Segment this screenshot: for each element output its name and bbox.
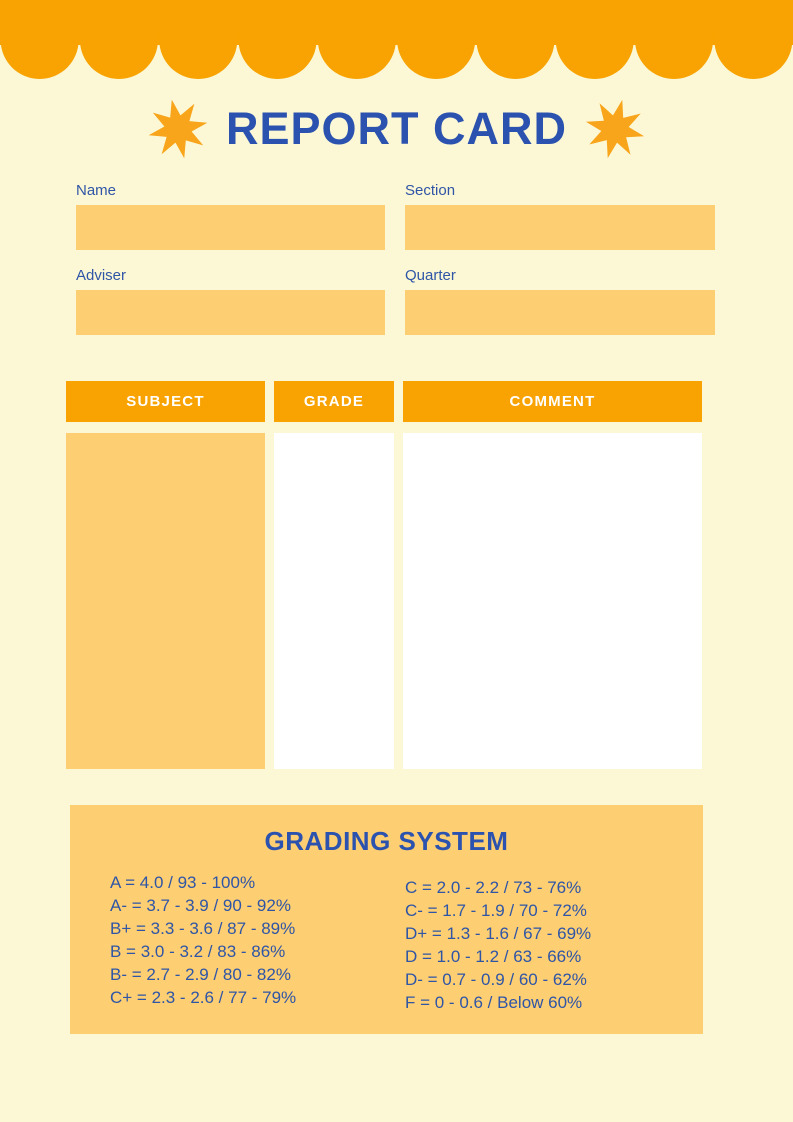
- grades-table-header: [66, 381, 703, 422]
- grading-scale-line: A- = 3.7 - 3.9 / 90 - 92%: [110, 896, 291, 915]
- grading-scale-line: D = 1.0 - 1.2 / 63 - 66%: [405, 947, 582, 966]
- grading-system-title: GRADING SYSTEM: [264, 826, 509, 856]
- grading-scale-line: C+ = 2.3 - 2.6 / 77 - 79%: [110, 988, 297, 1007]
- grading-scale-line: A = 4.0 / 93 - 100%: [110, 873, 256, 892]
- name-label: Name: [76, 182, 117, 199]
- name-field-group: [76, 182, 385, 250]
- grading-scale-columns: [70, 871, 703, 1014]
- grading-scale-line: B- = 2.7 - 2.9 / 80 - 82%: [110, 965, 291, 984]
- section-field-group: [405, 182, 715, 250]
- grading-scale-line: F = 0 - 0.6 / Below 60%: [405, 993, 583, 1012]
- quarter-label: Quarter: [405, 267, 456, 284]
- section-input[interactable]: [405, 205, 715, 250]
- column-header-grade: GRADE: [274, 381, 394, 422]
- column-header-comment: COMMENT: [403, 381, 702, 422]
- subject-column-area[interactable]: [66, 433, 265, 769]
- quarter-input[interactable]: [405, 290, 715, 335]
- comment-column-area[interactable]: [403, 433, 702, 769]
- section-label: Section: [405, 182, 456, 199]
- student-info-form: [76, 182, 715, 335]
- column-header-subject: SUBJECT: [66, 381, 265, 422]
- grading-system-panel: [70, 805, 703, 1034]
- scalloped-edge: [0, 0, 793, 80]
- grading-scale-left-column: [110, 871, 405, 1014]
- grades-table: [66, 381, 703, 769]
- grading-scale-right-column: [405, 871, 591, 1014]
- grades-table-body: [66, 433, 703, 769]
- name-input[interactable]: [76, 205, 385, 250]
- adviser-field-group: [76, 267, 385, 335]
- grading-scale-line: C = 2.0 - 2.2 / 73 - 76%: [405, 878, 582, 897]
- starburst-icon: [579, 93, 652, 166]
- quarter-field-group: [405, 267, 715, 335]
- grade-column-area[interactable]: [274, 433, 394, 769]
- grading-scale-line: C- = 1.7 - 1.9 / 70 - 72%: [405, 901, 587, 920]
- adviser-label: Adviser: [76, 267, 127, 284]
- page-title: REPORT CARD: [225, 103, 567, 154]
- grading-scale-line: D- = 0.7 - 0.9 / 60 - 62%: [405, 970, 587, 989]
- grading-scale-line: B+ = 3.3 - 3.6 / 87 - 89%: [110, 919, 296, 938]
- adviser-input[interactable]: [76, 290, 385, 335]
- grading-scale-line: B = 3.0 - 3.2 / 83 - 86%: [110, 942, 286, 961]
- grading-scale-line: D+ = 1.3 - 1.6 / 67 - 69%: [405, 924, 592, 943]
- starburst-icon: [142, 93, 213, 164]
- title-row: [0, 96, 793, 162]
